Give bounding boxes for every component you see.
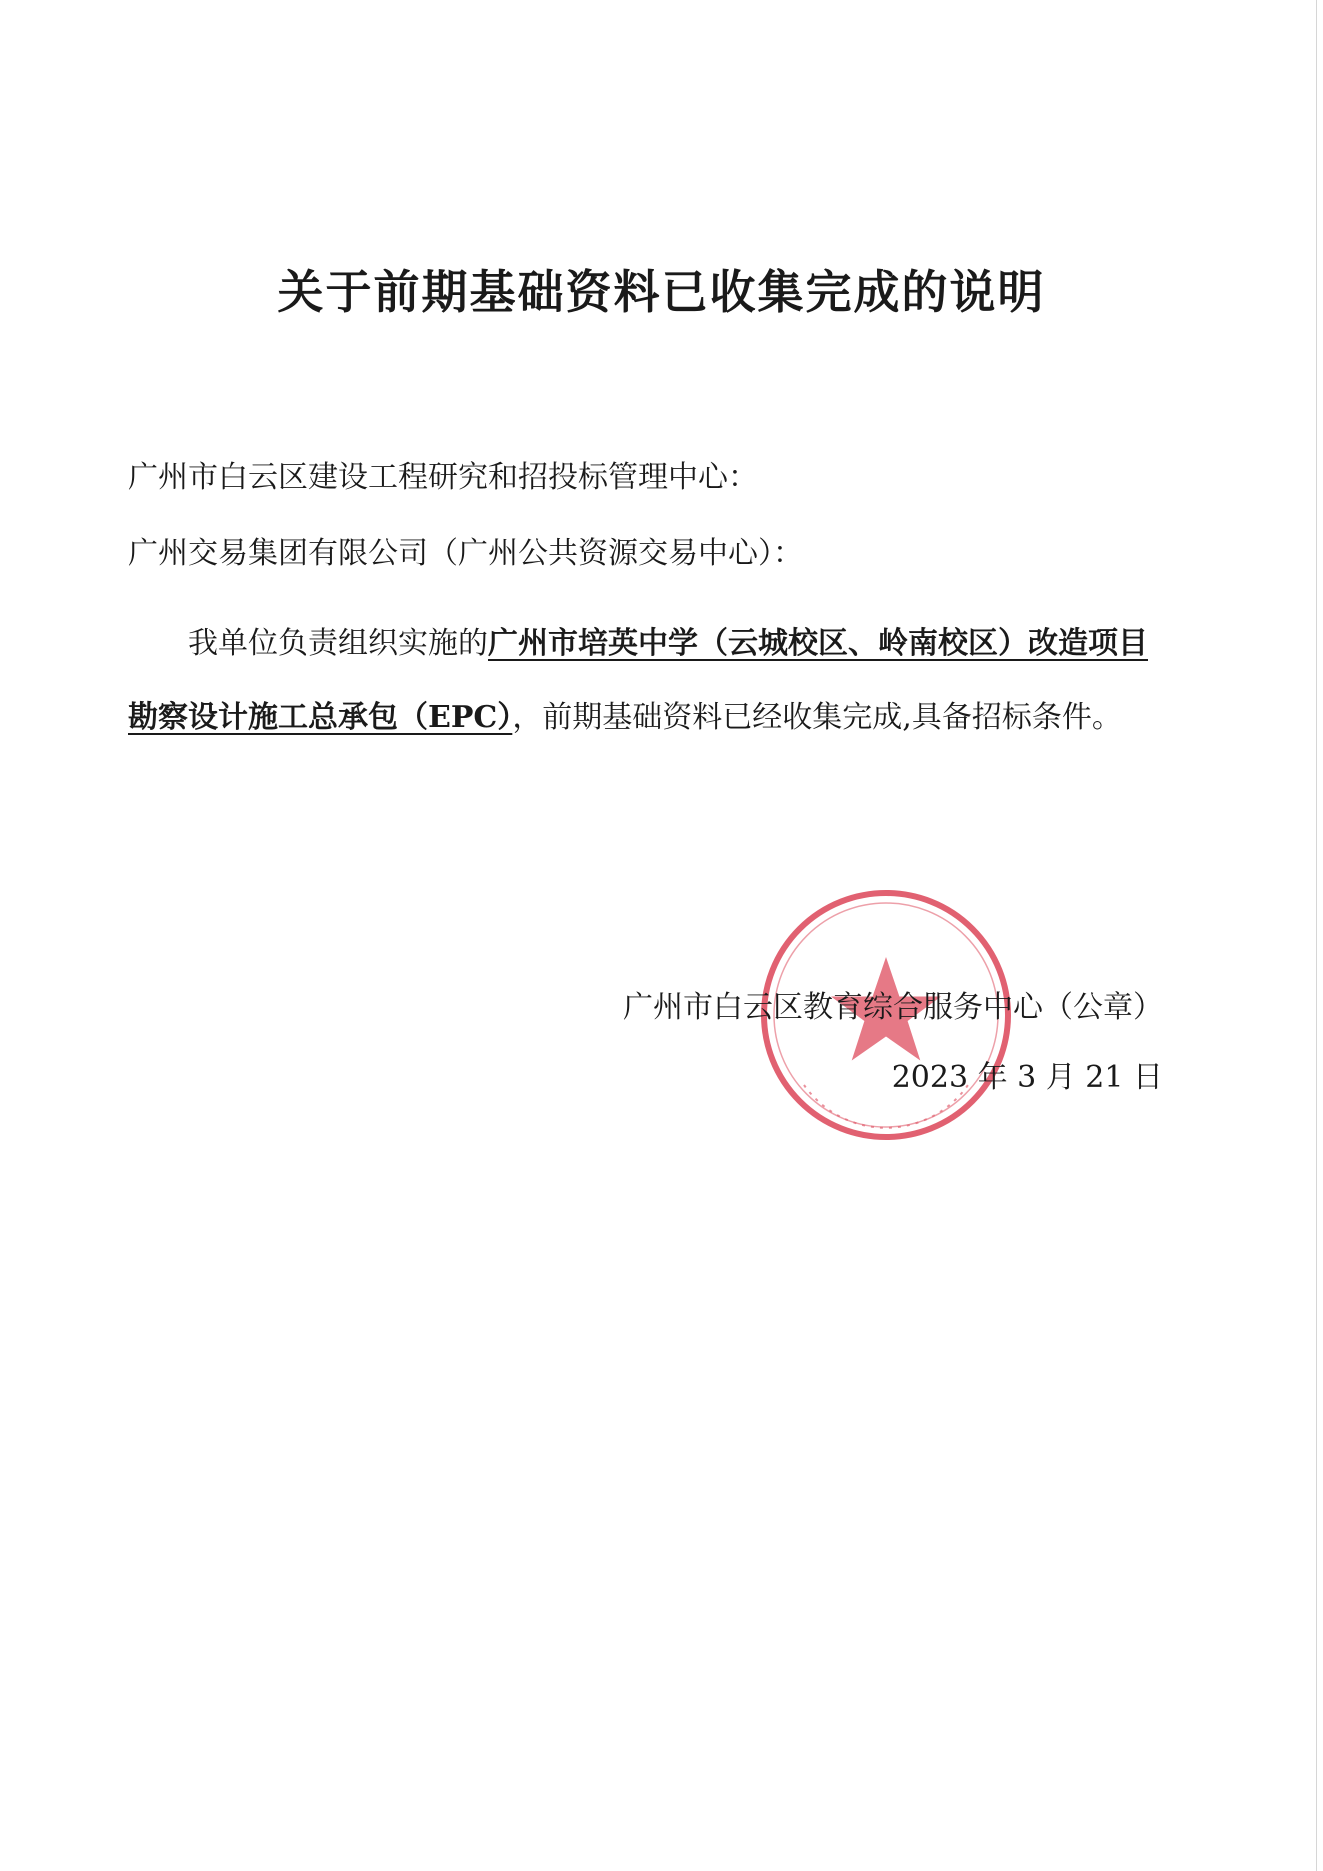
document-title: 关于前期基础资料已收集完成的说明: [277, 265, 1046, 319]
body-paragraph-line-1: [188, 624, 1148, 664]
document-date: 2023 年 3 月 21 日: [891, 1060, 1163, 1095]
project-name-part-1: 广州市培英中学（云城校区、岭南校区）改造项目: [488, 626, 1148, 661]
body-prefix: 我单位负责组织实施的: [188, 626, 488, 661]
body-paragraph-line-2: [128, 698, 1122, 738]
recipient-line: 广州交易集团有限公司（广州公共资源交易中心）：: [128, 536, 803, 571]
project-name-part-2: 勘察设计施工总承包（EPC）: [128, 700, 513, 735]
recipient-line: 广州市白云区建设工程研究和招投标管理中心：: [128, 460, 758, 495]
body-suffix: ，前期基础资料已经收集完成,具备招标条件。: [512, 700, 1122, 735]
signer-name: 广州市白云区教育综合服务中心（公章）: [623, 990, 1163, 1025]
